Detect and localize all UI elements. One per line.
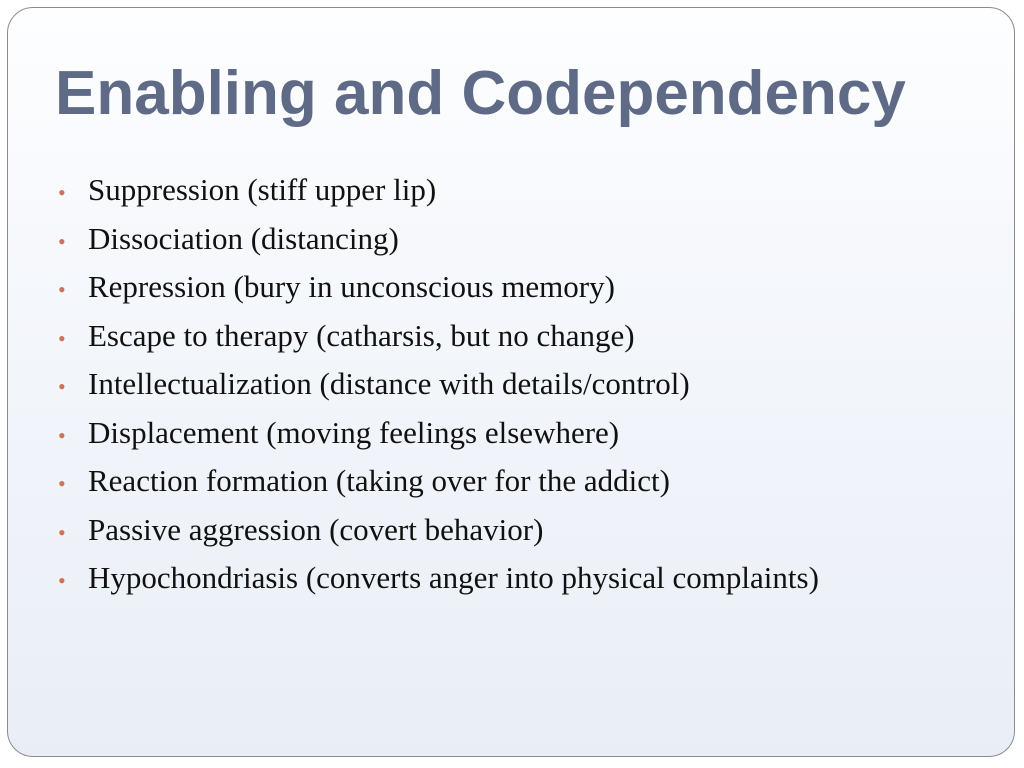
bullet-icon: • <box>58 277 66 302</box>
bullet-icon: • <box>58 325 66 351</box>
bullet-text: Hypochondriasis (converts anger into physical complaints) <box>88 560 819 595</box>
bullet-text: Dissociation (distancing) <box>88 220 399 256</box>
list-item <box>56 318 819 367</box>
bullet-icon: • <box>58 568 66 593</box>
bullet-icon: • <box>58 180 66 205</box>
slide <box>7 7 1015 757</box>
bullet-icon: • <box>58 519 66 545</box>
bullet-text: Passive aggression (covert behavior) <box>88 511 544 547</box>
bullet-icon: • <box>58 374 66 399</box>
slide-title: Enabling and Codependency <box>55 59 906 128</box>
bullet-text: Displacement (moving feelings elsewhere) <box>88 414 620 450</box>
bullet-icon: • <box>58 422 66 448</box>
list-item <box>56 463 819 512</box>
bullet-text: Repression (bury in unconscious memory) <box>88 269 615 304</box>
list-item <box>56 269 819 318</box>
list-item <box>56 172 819 221</box>
list-item <box>56 512 819 561</box>
list-item <box>56 415 819 464</box>
bullet-text: Suppression (stiff upper lip) <box>88 172 437 207</box>
bullet-icon: • <box>58 471 66 496</box>
bullet-icon: • <box>58 228 66 254</box>
bullet-text: Intellectualization (distance with details/control) <box>88 366 690 401</box>
bullet-text: Escape to therapy (catharsis, but no change) <box>88 317 635 353</box>
list-item <box>56 221 819 270</box>
bullet-list <box>56 172 819 609</box>
list-item <box>56 366 819 415</box>
list-item <box>56 560 819 609</box>
bullet-text: Reaction formation (taking over for the addict) <box>88 463 670 498</box>
